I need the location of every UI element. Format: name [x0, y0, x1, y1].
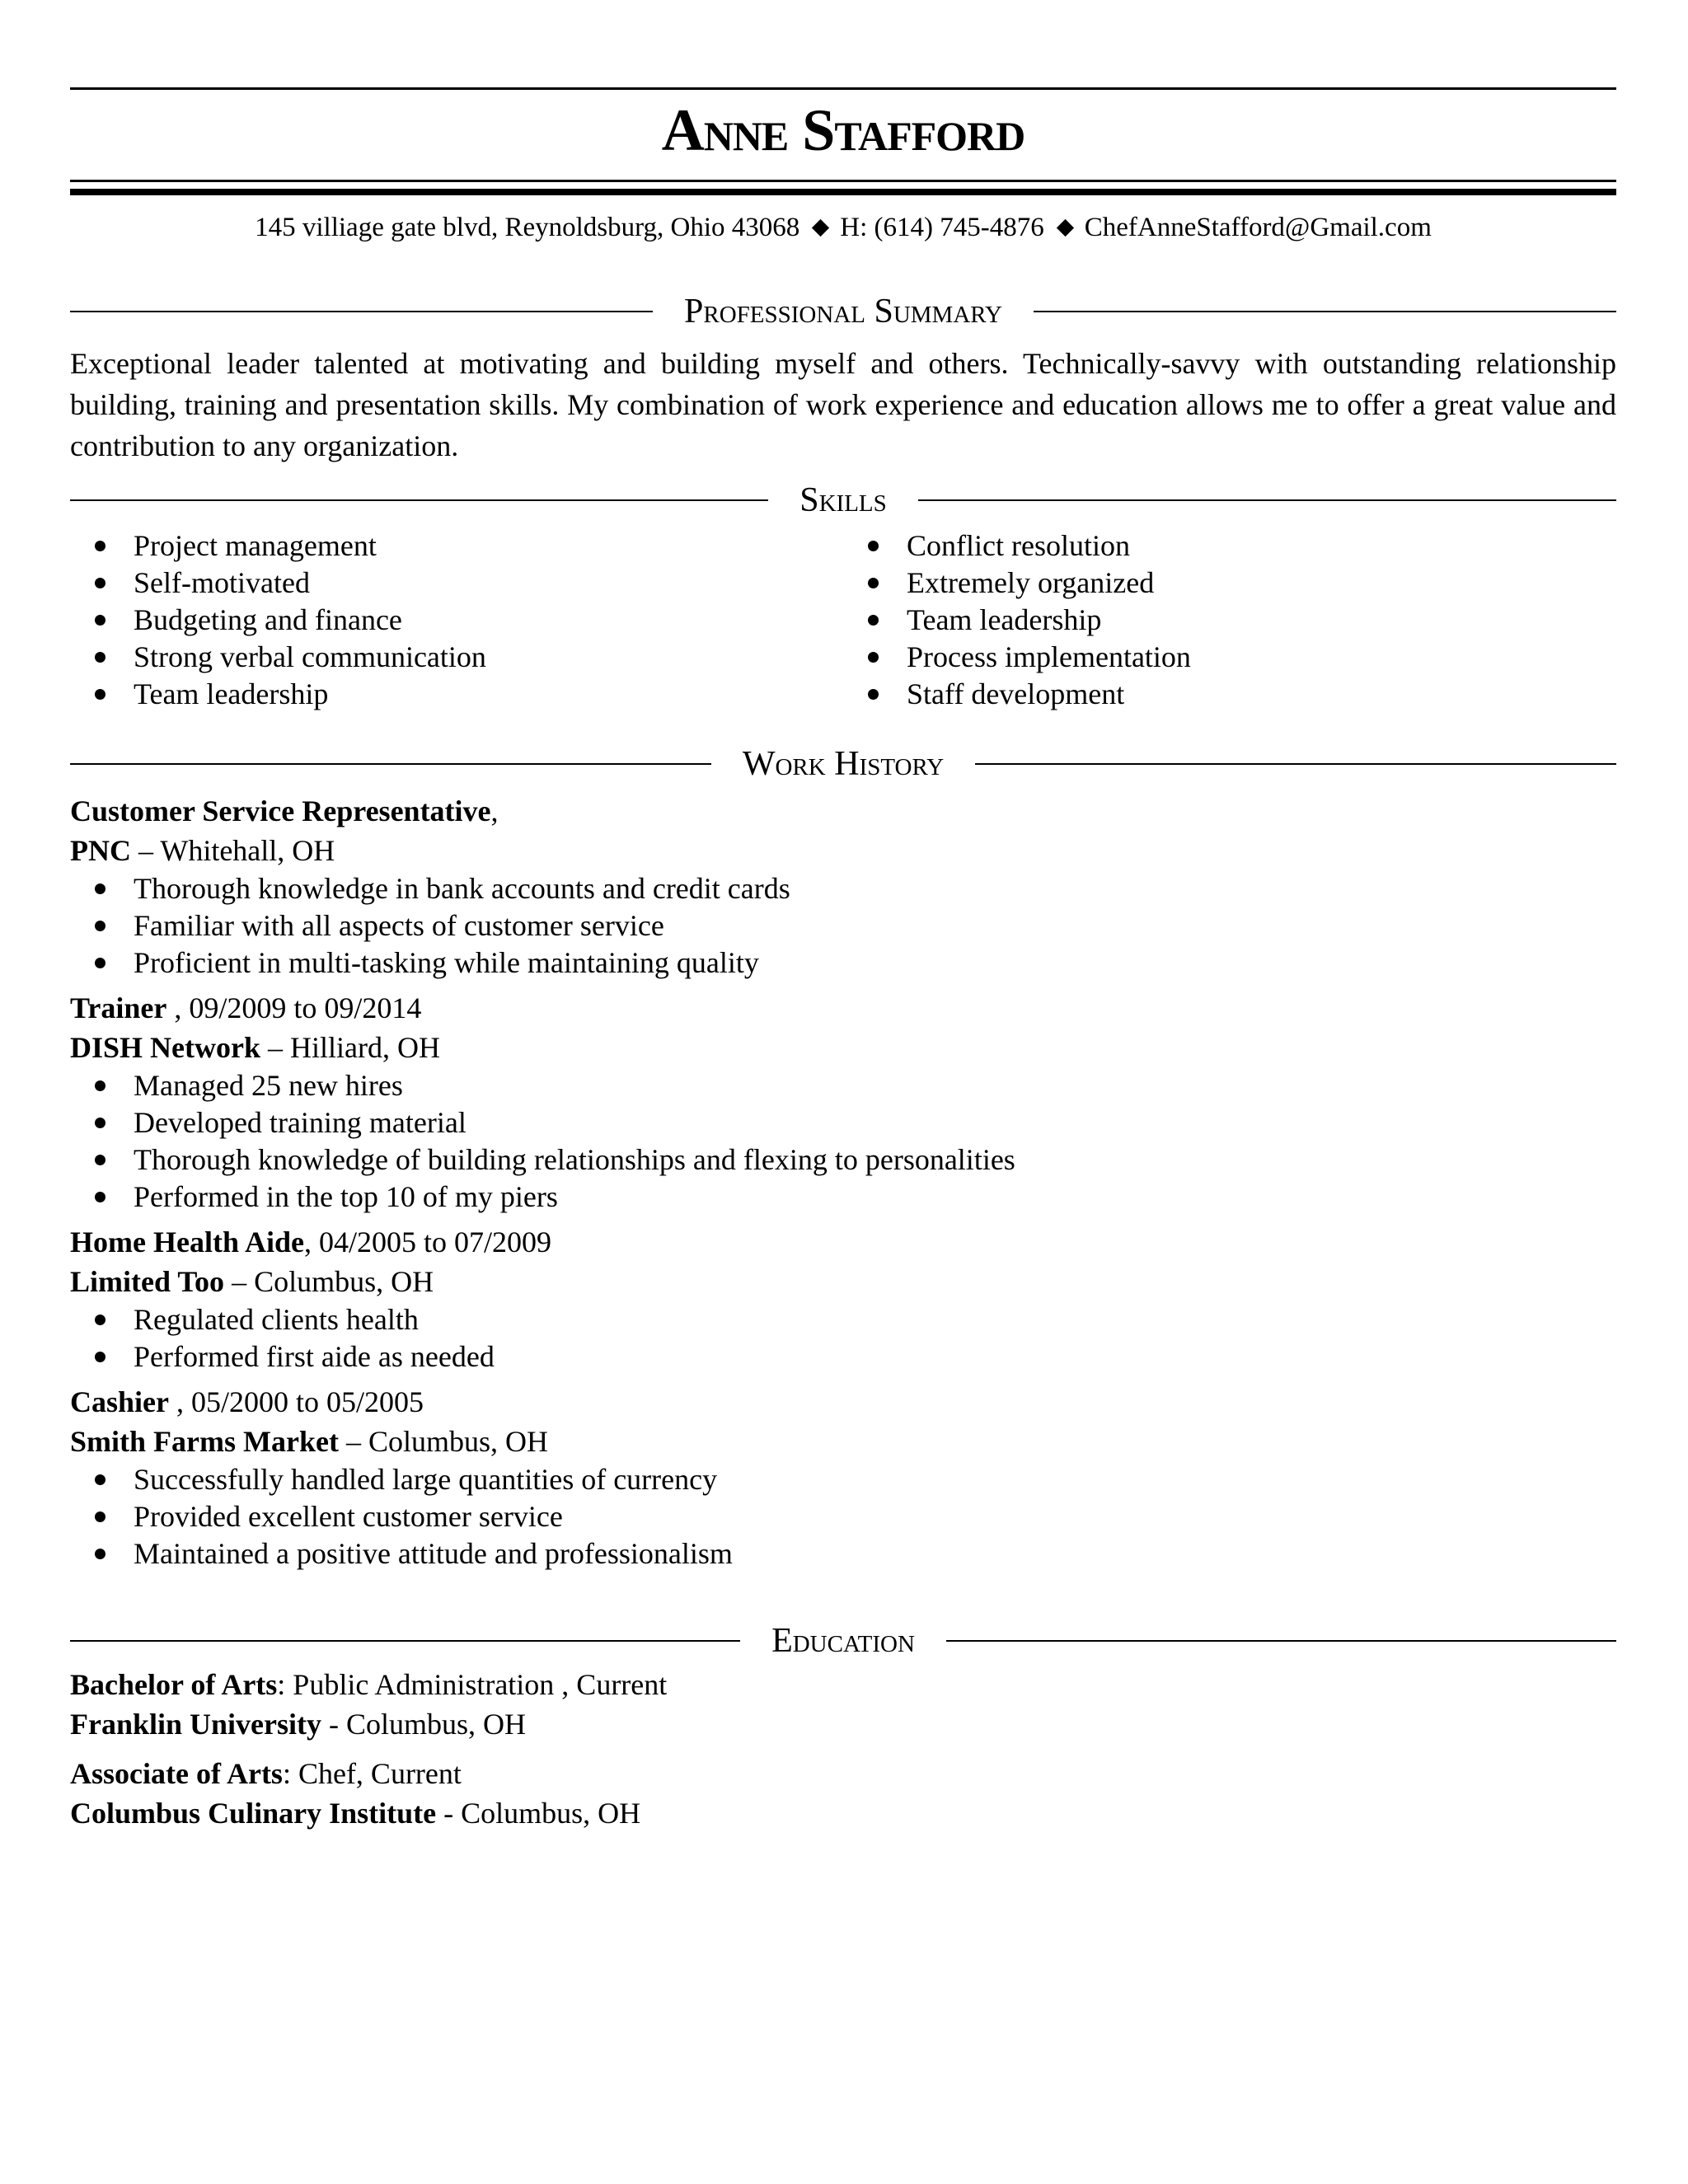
bullet-icon [95, 578, 106, 588]
job-title-line [70, 791, 1616, 831]
bullet-icon [95, 652, 106, 663]
address: 145 villiage gate blvd, Reynoldsburg, Ohio 43068 [255, 213, 800, 242]
heading-rule-right [975, 763, 1616, 765]
list-item [70, 1498, 1616, 1535]
list-item [843, 639, 1568, 676]
bullet-icon [95, 1080, 106, 1091]
heading-rule-left [70, 763, 711, 765]
job-company-line [70, 1028, 1616, 1067]
list-item [843, 527, 1568, 565]
heading-rule-right [1034, 311, 1616, 312]
professional-summary: Exceptional leader talented at motivating and building myself and others. Technically-savvy with outstanding relationship building, training and presentation skills. My combination of work experience and education allows me to offer a great value and contribution to any organization. [70, 347, 1616, 462]
list-item-text: Thorough knowledge in bank accounts and credit cards [134, 872, 790, 905]
degree: Bachelor of Arts [70, 1668, 278, 1701]
work-heading [70, 745, 1616, 783]
school-name: Columbus Culinary Institute [70, 1797, 437, 1830]
list-item-text: Project management [134, 529, 377, 562]
summary-title: Professional Summary [684, 293, 1002, 330]
diamond-separator-icon [812, 219, 829, 237]
phone: H: (614) 745-4876 [840, 213, 1044, 242]
list-item [70, 527, 795, 565]
list-item [843, 602, 1568, 639]
degree-field: : Public Administration , Current [277, 1668, 668, 1701]
school-line [70, 1704, 1616, 1744]
list-item [70, 1104, 1616, 1141]
list-item-text: Provided excellent customer service [134, 1500, 563, 1533]
degree: Associate of Arts [70, 1757, 283, 1790]
bullet-icon [95, 541, 106, 551]
school-location: - Columbus, OH [321, 1708, 527, 1741]
bullet-icon [868, 689, 879, 700]
skills-title: Skills [799, 481, 887, 519]
job-company-line [70, 1422, 1616, 1461]
list-item [70, 907, 1616, 944]
school-line [70, 1793, 1616, 1833]
job-title: Home Health Aide [70, 1226, 304, 1258]
top-rule [70, 87, 1616, 90]
bullet-icon [95, 1511, 106, 1522]
heading-rule-right [946, 1640, 1616, 1642]
list-item [70, 870, 1616, 907]
job-dates: , [490, 794, 499, 827]
work-title: Work History [742, 745, 945, 783]
school-name: Franklin University [70, 1708, 322, 1741]
list-item [70, 1179, 1616, 1216]
degree-line [70, 1665, 1616, 1704]
job-title: Cashier [70, 1385, 169, 1418]
list-item [843, 676, 1568, 713]
list-item-text: Team leadership [134, 677, 329, 710]
bullet-icon [95, 1549, 106, 1559]
bullet-icon [95, 689, 106, 700]
bullet-icon [95, 1315, 106, 1325]
education-entry [70, 1754, 1616, 1833]
list-item-text: Maintained a positive attitude and professionalism [134, 1537, 733, 1570]
list-item-text: Thorough knowledge of building relationships and flexing to personalities [134, 1143, 1015, 1176]
company-name: Smith Farms Market [70, 1425, 339, 1458]
bullet-icon [95, 958, 106, 968]
bullet-icon [95, 1474, 106, 1485]
contact-line [70, 211, 1616, 244]
list-item-text: Budgeting and finance [134, 603, 402, 636]
company-location: – Hilliard, OH [268, 1031, 440, 1064]
education-list [70, 1665, 1616, 1843]
list-item-text: Team leadership [907, 603, 1102, 636]
name-underline-thick [70, 189, 1616, 195]
list-item-text: Regulated clients health [134, 1303, 419, 1336]
heading-rule-left [70, 499, 768, 501]
list-item [70, 1141, 1616, 1179]
job-entry [70, 988, 1616, 1216]
bullet-icon [95, 921, 106, 931]
company-name: DISH Network [70, 1031, 260, 1064]
list-item-text: Conflict resolution [907, 529, 1130, 562]
job-company-line [70, 831, 1616, 870]
list-item-text: Extremely organized [907, 566, 1155, 599]
list-item [70, 676, 795, 713]
company-location: – Columbus, OH [345, 1425, 548, 1458]
email: ChefAnneStafford@Gmail.com [1084, 213, 1432, 242]
bullet-icon [95, 1118, 106, 1128]
list-item-text: Successfully handled large quantities of currency [134, 1463, 718, 1496]
company-location: – Whitehall, OH [138, 834, 335, 867]
list-item-text: Performed first aide as needed [134, 1340, 495, 1373]
heading-rule-left [70, 1640, 740, 1642]
skills-left-column [70, 527, 795, 713]
list-item [843, 565, 1568, 602]
list-item [70, 639, 795, 676]
degree-line [70, 1754, 1616, 1793]
company-name: PNC [70, 834, 131, 867]
education-title: Education [771, 1622, 915, 1660]
bullet-icon [95, 615, 106, 626]
list-item-text: Strong verbal communication [134, 640, 486, 673]
list-item [70, 1461, 1616, 1498]
list-item-text: Proficient in multi-tasking while maintaining quality [134, 946, 759, 979]
bullet-icon [95, 883, 106, 894]
job-title-line [70, 1222, 1616, 1262]
job-dates: , 04/2005 to 07/2009 [303, 1226, 551, 1258]
candidate-name: Anne Stafford [661, 97, 1025, 163]
list-item-text: Developed training material [134, 1106, 467, 1139]
heading-rule-right [918, 499, 1616, 501]
job-dates: , 05/2000 to 05/2005 [169, 1385, 424, 1418]
skills-heading [70, 481, 1616, 519]
bullet-icon [868, 652, 879, 663]
list-item-text: Process implementation [907, 640, 1191, 673]
bullet-icon [95, 1155, 106, 1165]
job-entry [70, 791, 1616, 982]
bullet-icon [95, 1352, 106, 1362]
education-heading [70, 1622, 1616, 1660]
bullet-icon [95, 1192, 106, 1202]
list-item-text: Staff development [907, 677, 1125, 710]
job-entry [70, 1382, 1616, 1572]
job-title: Customer Service Representative [70, 794, 491, 827]
list-item [70, 602, 795, 639]
list-item [70, 1067, 1616, 1104]
work-history [70, 791, 1616, 1579]
degree-field: : Chef, Current [282, 1757, 462, 1790]
summary-heading [70, 293, 1616, 330]
job-dates: , 09/2009 to 09/2014 [166, 991, 422, 1024]
list-item [70, 1338, 1616, 1376]
bullet-icon [868, 541, 879, 551]
job-title-line [70, 1382, 1616, 1422]
diamond-separator-icon [1057, 219, 1074, 237]
job-entry [70, 1222, 1616, 1376]
list-item [70, 1301, 1616, 1338]
bullet-icon [868, 578, 879, 588]
name-underline-thin [70, 180, 1616, 182]
list-item-text: Performed in the top 10 of my piers [134, 1180, 558, 1213]
skills-right-column [843, 527, 1568, 713]
school-location: - Columbus, OH [436, 1797, 641, 1830]
list-item-text: Managed 25 new hires [134, 1069, 403, 1102]
list-item [70, 565, 795, 602]
job-company-line [70, 1262, 1616, 1301]
job-title: Trainer [70, 991, 167, 1024]
education-entry [70, 1665, 1616, 1744]
company-name: Limited Too [70, 1265, 225, 1298]
list-item [70, 1535, 1616, 1572]
job-title-line [70, 988, 1616, 1028]
heading-rule-left [70, 311, 653, 312]
company-location: – Columbus, OH [232, 1265, 434, 1298]
bullet-icon [868, 615, 879, 626]
list-item-text: Familiar with all aspects of customer service [134, 909, 664, 942]
list-item [70, 944, 1616, 982]
list-item-text: Self-motivated [134, 566, 310, 599]
